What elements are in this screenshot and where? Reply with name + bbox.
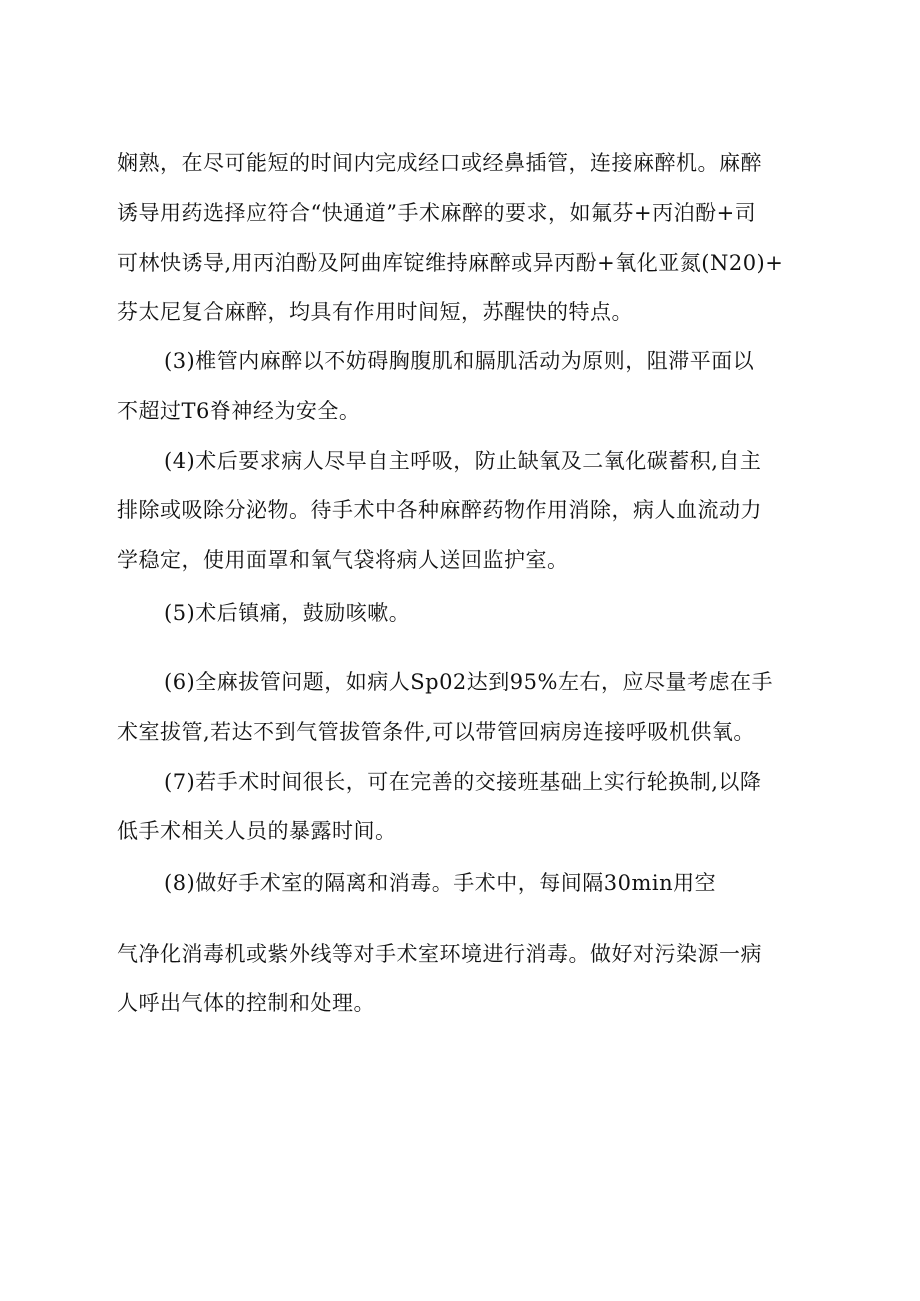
paragraph-8-line-2: 气净化消毒机或紫外线等对手术室环境进行消毒。做好对污染源一病 bbox=[117, 942, 762, 966]
paragraph-8-line-3: 人呼出气体的控制和处理。 bbox=[117, 991, 375, 1015]
paragraph-3-line-1: (3)椎管内麻醉以不妨碍胸腹肌和膈肌活动为原则，阻滞平面以 bbox=[164, 349, 755, 373]
paragraph-6-line-1: (6)全麻拔管问题，如病人Sp02达到95%左右，应尽量考虑在手 bbox=[164, 670, 773, 694]
text-line-4: 芬太尼复合麻醉，均具有作用时间短，苏醒快的特点。 bbox=[117, 300, 633, 324]
paragraph-7-line-1: (7)若手术时间很长，可在完善的交接班基础上实行轮换制,以降 bbox=[164, 770, 762, 794]
paragraph-7-line-2: 低手术相关人员的暴露时间。 bbox=[117, 819, 397, 843]
paragraph-3-line-2: 不超过T6脊神经为安全。 bbox=[117, 399, 361, 423]
paragraph-4-line-2: 排除或吸除分泌物。待手术中各种麻醉药物作用消除，病人血流动力 bbox=[117, 498, 762, 522]
paragraph-4-line-3: 学稳定，使用面罩和氧气袋将病人送回监护室。 bbox=[117, 548, 569, 572]
text-line-3: 可林快诱导,用丙泊酚及阿曲库锭维持麻醉或异丙酚+氧化亚氮(N20)+ bbox=[117, 251, 784, 275]
text-line-1: 娴熟，在尽可能短的时间内完成经口或经鼻插管，连接麻醉机。麻醉 bbox=[117, 151, 762, 175]
paragraph-4-line-1: (4)术后要求病人尽早自主呼吸，防止缺氧及二氧化碳蓄积,自主 bbox=[164, 449, 762, 473]
paragraph-5-line-1: (5)术后镇痛，鼓励咳嗽。 bbox=[164, 601, 411, 625]
paragraph-6-line-2: 术室拔管,若达不到气管拔管条件,可以带管回病房连接呼吸机供氧。 bbox=[117, 720, 755, 744]
paragraph-8-line-1: (8)做好手术室的隔离和消毒。手术中，每间隔30min用空 bbox=[164, 871, 717, 895]
text-line-2: 诱导用药选择应符合“快通道”手术麻醉的要求，如氟芬+丙泊酚+司 bbox=[117, 201, 757, 225]
